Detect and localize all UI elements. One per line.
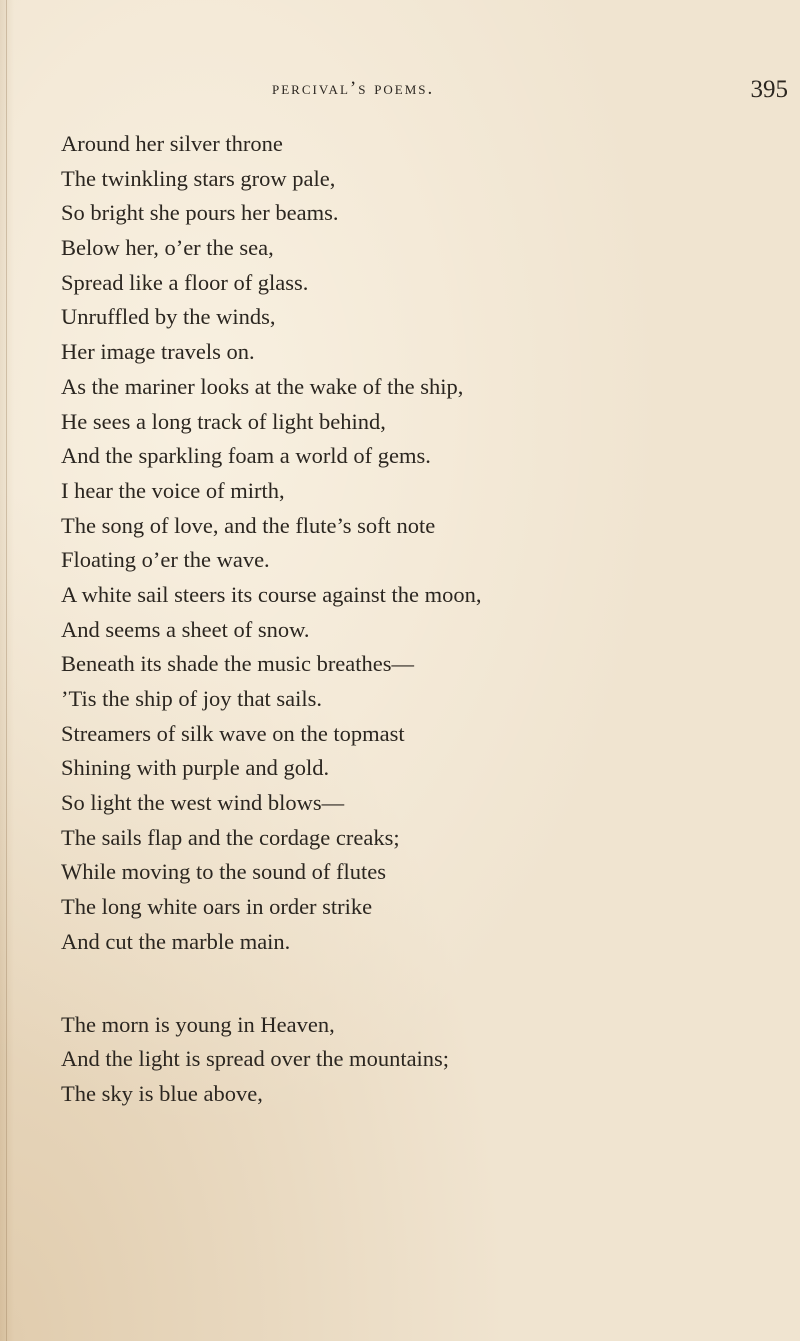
poem-line: He sees a long track of light behind,	[61, 408, 386, 434]
poem-line: A white sail steers its course against the moon,	[61, 581, 482, 607]
poem-line: And seems a sheet of snow.	[61, 616, 310, 642]
poem-line: Spread like a floor of glass.	[61, 269, 309, 295]
poem-line: The long white oars in order strike	[61, 894, 373, 920]
poem-line: The morn is young in Heaven,	[61, 1011, 335, 1037]
poem-line: Floating o’er the wave.	[61, 547, 270, 573]
poem-line: Unruffled by the winds,	[61, 304, 276, 330]
poem-line: The sails flap and the cordage creaks;	[61, 824, 400, 850]
poem-line: Streamers of silk wave on the topmast	[61, 720, 405, 746]
poem-line: Shining with purple and gold.	[61, 755, 330, 781]
poem-line: And the sparkling foam a world of gems.	[61, 443, 431, 469]
stanza-break	[61, 960, 796, 1008]
poem-line: So bright she pours her beams.	[61, 200, 339, 226]
page-number: 395	[750, 76, 788, 103]
page-edge-shadow	[6, 0, 7, 1341]
poem-line: The twinkling stars grow pale,	[61, 165, 336, 191]
poem-line: Around her silver throne	[61, 131, 283, 156]
poem-line: Below her, o’er the sea,	[61, 235, 274, 261]
poem-line: Her image travels on.	[61, 339, 255, 365]
stanza	[61, 1008, 796, 1112]
poem-line: I hear the voice of mirth,	[61, 477, 285, 503]
poem-line: The sky is blue above,	[61, 1080, 263, 1106]
poem-line: And cut the marble main.	[61, 928, 291, 954]
stanza	[61, 127, 796, 960]
poem-line: The song of love, and the flute’s soft note	[61, 512, 436, 538]
poem-line: So light the west wind blows—	[61, 790, 345, 816]
poem-line: ’Tis the ship of joy that sails.	[61, 686, 323, 711]
running-head: percival’s poems.	[272, 78, 435, 99]
page-header	[0, 78, 800, 108]
poem-body	[61, 127, 796, 1112]
poem-line: While moving to the sound of flutes	[61, 859, 386, 885]
poem-line: And the light is spread over the mountains;	[61, 1046, 450, 1072]
poem-line: Beneath its shade the music breathes—	[61, 651, 415, 677]
poem-line: As the mariner looks at the wake of the ship,	[61, 373, 464, 399]
